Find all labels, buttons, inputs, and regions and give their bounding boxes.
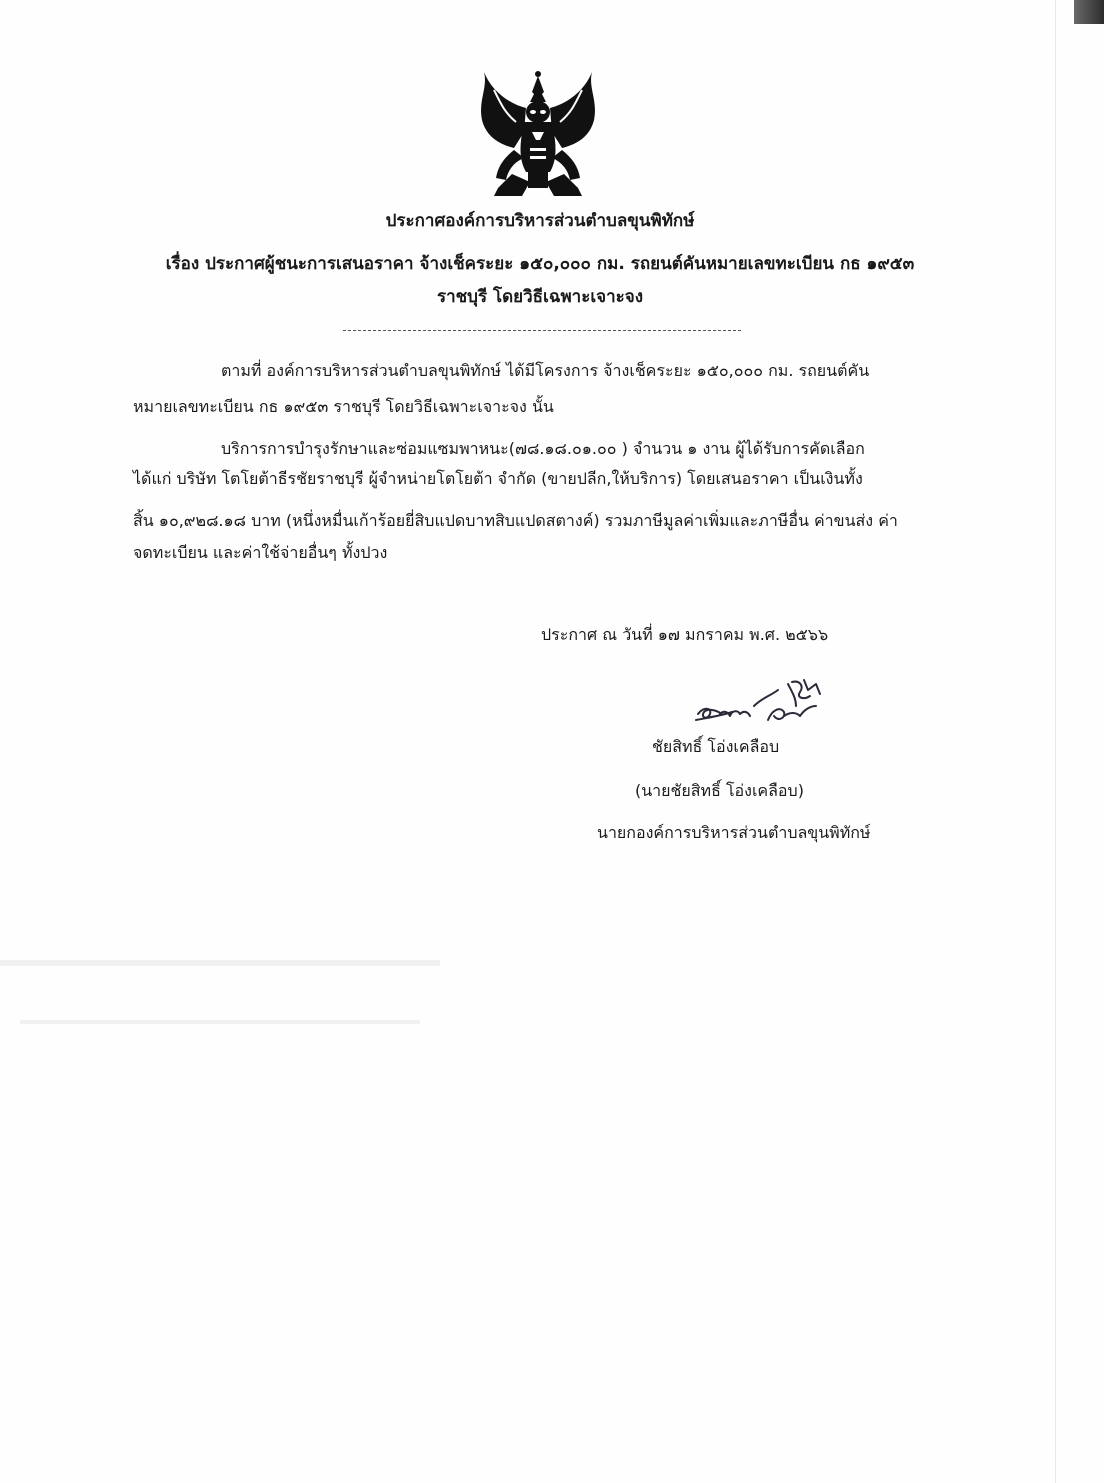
body-line-5: สิ้น ๑๐,๙๒๘.๑๘ บาท (หนึ่งหมื่นเก้าร้อยยี่สิบแปดบาทสิบแปดสตางค์) รวมภาษีมูลค่าเพิ่มและภาษีอื่น ค่าขนส่ง ค่า: [133, 511, 898, 530]
signer-position: นายกองค์การบริหารส่วนตำบลขุนพิทักษ์: [597, 823, 871, 842]
garuda-emblem-icon: [474, 62, 602, 198]
subject-line-2: ราชบุรี โดยวิธีเฉพาะเจาะจง: [436, 287, 644, 307]
scan-edge-line: [1055, 0, 1056, 1483]
body-line-1: ตามที่ องค์การบริหารส่วนตำบลขุนพิทักษ์ ได้มีโครงการ จ้างเช็คระยะ ๑๕๐,๐๐๐ กม. รถยนต์คัน: [221, 361, 870, 380]
signer-full-name: (นายชัยสิทธิ์ โอ่งเคลือบ): [635, 781, 804, 800]
scan-artifact: [0, 960, 440, 966]
issuer-title: ประกาศองค์การบริหารส่วนตำบลขุนพิทักษ์: [385, 211, 695, 231]
scan-artifact: [20, 1020, 420, 1024]
handwritten-signature: [692, 676, 826, 728]
body-line-6: จดทะเบียน และค่าใช้จ่ายอื่นๆ ทั้งปวง: [133, 543, 388, 562]
body-line-3: บริการการบำรุงรักษาและซ่อมแซมพาหนะ(๗๘.๑๘.๐๑.๐๐ ) จำนวน ๑ งาน ผู้ได้รับการคัดเลือก: [221, 439, 865, 458]
signer-name: ชัยสิทธิ์ โอ่งเคลือบ: [652, 737, 780, 756]
scan-edge: [1074, 0, 1104, 24]
announcement-date: ประกาศ ณ วันที่ ๑๗ มกราคม พ.ศ. ๒๕๖๖: [541, 625, 829, 644]
separator-dashed: [343, 330, 741, 331]
subject-line-1: เรื่อง ประกาศผู้ชนะการเสนอราคา จ้างเช็คระยะ ๑๕๐,๐๐๐ กม. รถยนต์คันหมายเลขทะเบียน กธ ๑๙๕๓: [165, 254, 915, 274]
body-line-2: หมายเลขทะเบียน กธ ๑๙๕๓ ราชบุรี โดยวิธีเฉพาะเจาะจง นั้น: [133, 397, 554, 416]
body-line-4: ได้แก่ บริษัท โตโยต้าธีรชัยราชบุรี ผู้จำหน่ายโตโยต้า จำกัด (ขายปลีก,ให้บริการ) โดยเสนอราคา เป็นเงินทั้ง: [133, 469, 863, 488]
